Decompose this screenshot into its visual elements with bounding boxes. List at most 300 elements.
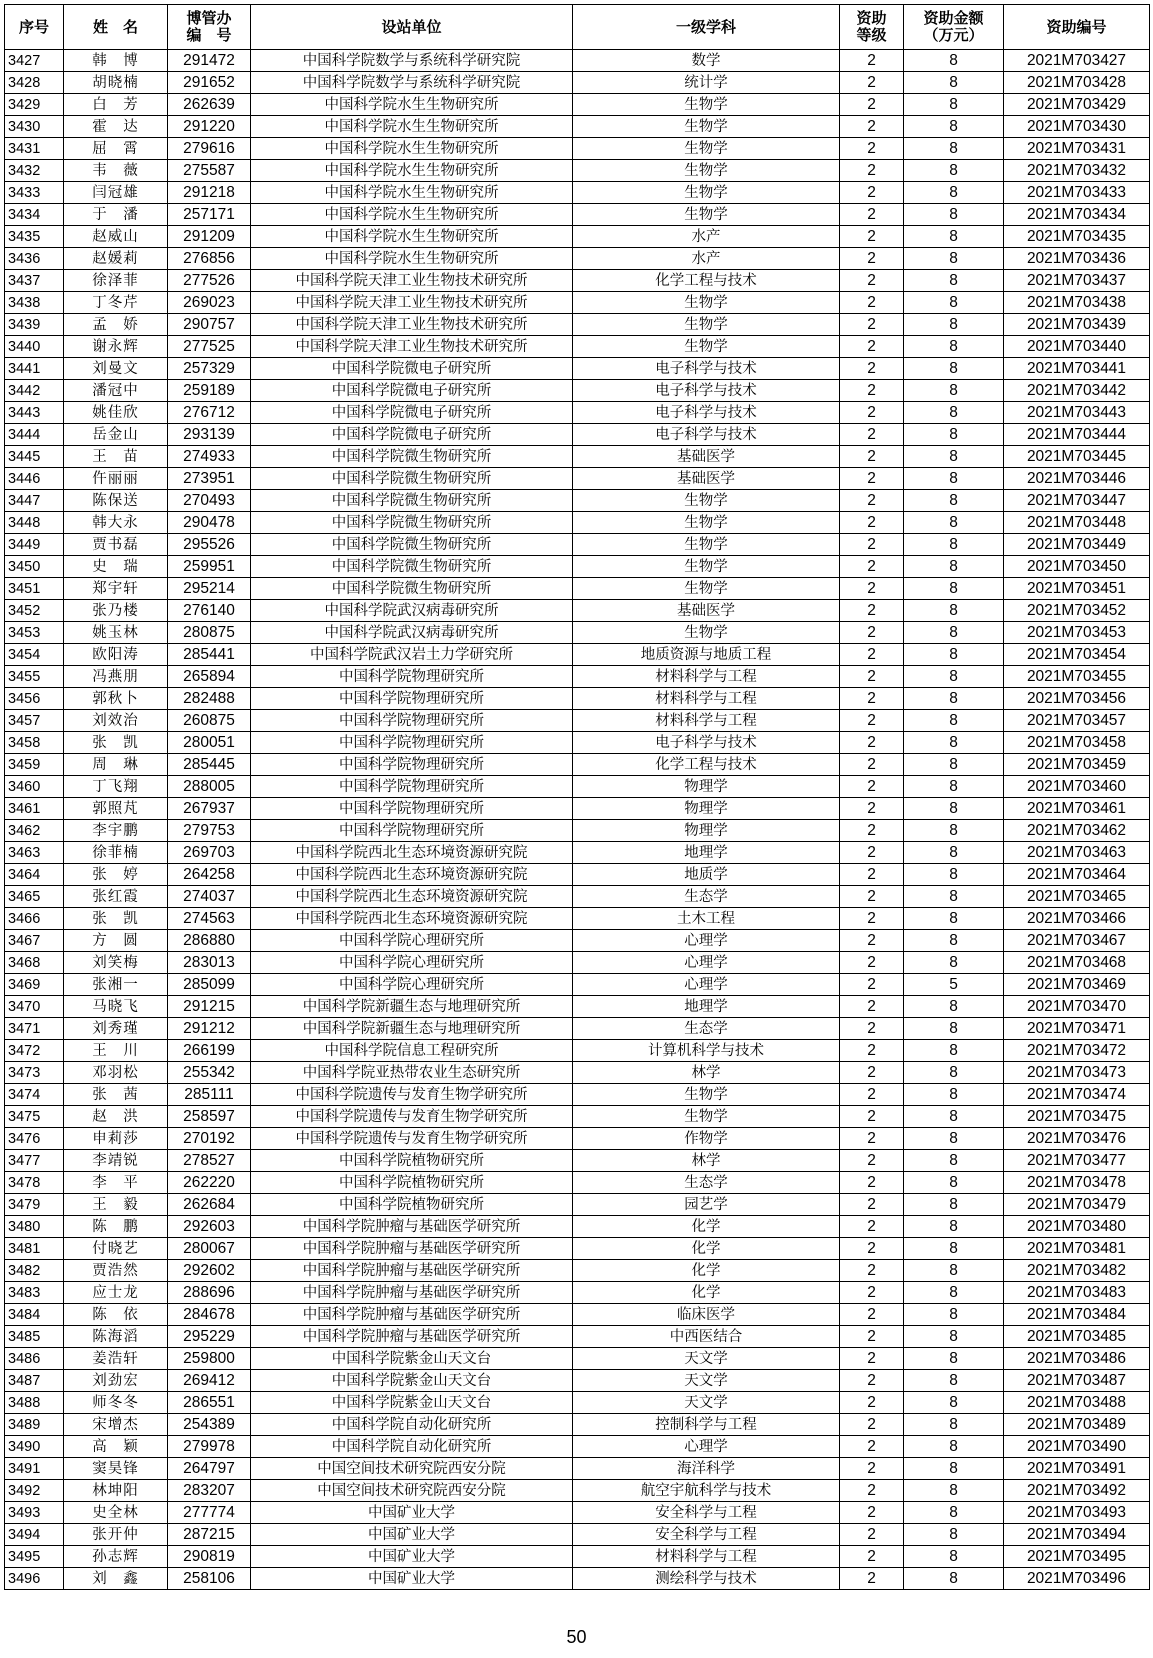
cell-office_id: 291215 <box>168 996 251 1018</box>
cell-grant_id: 2021M703449 <box>1004 534 1150 556</box>
cell-name: 王 毅 <box>64 1194 168 1216</box>
cell-grant_id: 2021M703462 <box>1004 820 1150 842</box>
cell-level: 2 <box>840 1062 904 1084</box>
cell-amount: 8 <box>904 534 1004 556</box>
cell-seq: 3467 <box>5 930 64 952</box>
cell-amount: 8 <box>904 1216 1004 1238</box>
cell-amount: 8 <box>904 622 1004 644</box>
cell-office_id: 258597 <box>168 1106 251 1128</box>
cell-amount: 5 <box>904 974 1004 996</box>
cell-subject: 心理学 <box>573 1436 840 1458</box>
cell-office_id: 259189 <box>168 380 251 402</box>
cell-grant_id: 2021M703429 <box>1004 94 1150 116</box>
cell-office_id: 255342 <box>168 1062 251 1084</box>
cell-unit: 中国科学院物理研究所 <box>251 776 573 798</box>
table-row <box>5 1502 1150 1524</box>
cell-amount: 8 <box>904 1172 1004 1194</box>
cell-amount: 8 <box>904 578 1004 600</box>
cell-office_id: 264797 <box>168 1458 251 1480</box>
cell-subject: 生物学 <box>573 116 840 138</box>
cell-office_id: 275587 <box>168 160 251 182</box>
table-row <box>5 1128 1150 1150</box>
cell-unit: 中国科学院肿瘤与基础医学研究所 <box>251 1260 573 1282</box>
cell-subject: 材料科学与工程 <box>573 688 840 710</box>
cell-grant_id: 2021M703443 <box>1004 402 1150 424</box>
cell-seq: 3492 <box>5 1480 64 1502</box>
cell-unit: 中国空间技术研究院西安分院 <box>251 1458 573 1480</box>
cell-name: 郭照芃 <box>64 798 168 820</box>
cell-grant_id: 2021M703472 <box>1004 1040 1150 1062</box>
cell-amount: 8 <box>904 1238 1004 1260</box>
cell-grant_id: 2021M703493 <box>1004 1502 1150 1524</box>
cell-seq: 3429 <box>5 94 64 116</box>
cell-unit: 中国科学院数学与系统科学研究院 <box>251 50 573 72</box>
cell-amount: 8 <box>904 556 1004 578</box>
cell-level: 2 <box>840 116 904 138</box>
cell-unit: 中国科学院自动化研究所 <box>251 1436 573 1458</box>
cell-amount: 8 <box>904 754 1004 776</box>
cell-grant_id: 2021M703464 <box>1004 864 1150 886</box>
cell-seq: 3441 <box>5 358 64 380</box>
cell-level: 2 <box>840 292 904 314</box>
cell-office_id: 287215 <box>168 1524 251 1546</box>
cell-seq: 3463 <box>5 842 64 864</box>
cell-unit: 中国科学院武汉病毒研究所 <box>251 600 573 622</box>
cell-subject: 电子科学与技术 <box>573 380 840 402</box>
cell-office_id: 285099 <box>168 974 251 996</box>
cell-seq: 3495 <box>5 1546 64 1568</box>
cell-level: 2 <box>840 1304 904 1326</box>
cell-name: 李 平 <box>64 1172 168 1194</box>
cell-amount: 8 <box>904 732 1004 754</box>
cell-unit: 中国科学院肿瘤与基础医学研究所 <box>251 1216 573 1238</box>
cell-level: 2 <box>840 160 904 182</box>
cell-amount: 8 <box>904 336 1004 358</box>
cell-subject: 心理学 <box>573 952 840 974</box>
cell-seq: 3486 <box>5 1348 64 1370</box>
cell-unit: 中国科学院数学与系统科学研究院 <box>251 72 573 94</box>
cell-level: 2 <box>840 468 904 490</box>
table-row <box>5 226 1150 248</box>
table-row <box>5 930 1150 952</box>
cell-name: 徐泽菲 <box>64 270 168 292</box>
cell-grant_id: 2021M703455 <box>1004 666 1150 688</box>
cell-subject: 化学 <box>573 1282 840 1304</box>
cell-office_id: 284678 <box>168 1304 251 1326</box>
table-row <box>5 1150 1150 1172</box>
cell-level: 2 <box>840 1546 904 1568</box>
cell-subject: 水产 <box>573 226 840 248</box>
cell-grant_id: 2021M703432 <box>1004 160 1150 182</box>
cell-amount: 8 <box>904 226 1004 248</box>
cell-name: 郭秋卜 <box>64 688 168 710</box>
table-row <box>5 182 1150 204</box>
cell-level: 2 <box>840 732 904 754</box>
cell-subject: 生物学 <box>573 336 840 358</box>
cell-amount: 8 <box>904 446 1004 468</box>
cell-office_id: 274933 <box>168 446 251 468</box>
cell-amount: 8 <box>904 468 1004 490</box>
cell-level: 2 <box>840 842 904 864</box>
table-row <box>5 820 1150 842</box>
table-row <box>5 1524 1150 1546</box>
page-number: 50 <box>566 1627 587 1647</box>
cell-grant_id: 2021M703437 <box>1004 270 1150 292</box>
cell-office_id: 270192 <box>168 1128 251 1150</box>
cell-grant_id: 2021M703468 <box>1004 952 1150 974</box>
cell-seq: 3446 <box>5 468 64 490</box>
cell-subject: 安全科学与工程 <box>573 1502 840 1524</box>
table-row <box>5 380 1150 402</box>
cell-unit: 中国科学院物理研究所 <box>251 754 573 776</box>
cell-subject: 生物学 <box>573 512 840 534</box>
cell-name: 刘秀瑾 <box>64 1018 168 1040</box>
cell-amount: 8 <box>904 1150 1004 1172</box>
cell-amount: 8 <box>904 204 1004 226</box>
cell-office_id: 257329 <box>168 358 251 380</box>
cell-level: 2 <box>840 402 904 424</box>
column-header-office_id: 博管办 编 号 <box>168 5 251 50</box>
cell-name: 史全林 <box>64 1502 168 1524</box>
table-row <box>5 1568 1150 1590</box>
cell-level: 2 <box>840 1172 904 1194</box>
cell-amount: 8 <box>904 116 1004 138</box>
cell-amount: 8 <box>904 50 1004 72</box>
table-row <box>5 886 1150 908</box>
table-row <box>5 556 1150 578</box>
cell-amount: 8 <box>904 314 1004 336</box>
cell-seq: 3473 <box>5 1062 64 1084</box>
cell-office_id: 288005 <box>168 776 251 798</box>
cell-grant_id: 2021M703469 <box>1004 974 1150 996</box>
cell-subject: 生物学 <box>573 138 840 160</box>
cell-amount: 8 <box>904 710 1004 732</box>
cell-grant_id: 2021M703450 <box>1004 556 1150 578</box>
cell-unit: 中国科学院肿瘤与基础医学研究所 <box>251 1304 573 1326</box>
cell-name: 申莉莎 <box>64 1128 168 1150</box>
cell-office_id: 277525 <box>168 336 251 358</box>
cell-name: 刘效治 <box>64 710 168 732</box>
cell-name: 仵丽丽 <box>64 468 168 490</box>
column-header-amount: 资助金额 （万元） <box>904 5 1004 50</box>
cell-grant_id: 2021M703460 <box>1004 776 1150 798</box>
cell-subject: 控制科学与工程 <box>573 1414 840 1436</box>
table-row <box>5 798 1150 820</box>
table-row <box>5 1062 1150 1084</box>
cell-grant_id: 2021M703444 <box>1004 424 1150 446</box>
cell-level: 2 <box>840 1018 904 1040</box>
cell-level: 2 <box>840 204 904 226</box>
cell-office_id: 295229 <box>168 1326 251 1348</box>
cell-subject: 生物学 <box>573 534 840 556</box>
cell-grant_id: 2021M703434 <box>1004 204 1150 226</box>
cell-name: 郑宇轩 <box>64 578 168 600</box>
cell-level: 2 <box>840 1392 904 1414</box>
cell-level: 2 <box>840 248 904 270</box>
cell-name: 张乃楼 <box>64 600 168 622</box>
cell-seq: 3456 <box>5 688 64 710</box>
cell-seq: 3458 <box>5 732 64 754</box>
cell-name: 谢永辉 <box>64 336 168 358</box>
cell-unit: 中国科学院新疆生态与地理研究所 <box>251 1018 573 1040</box>
cell-subject: 生物学 <box>573 1084 840 1106</box>
cell-level: 2 <box>840 1370 904 1392</box>
cell-name: 陈保送 <box>64 490 168 512</box>
cell-unit: 中国科学院水生生物研究所 <box>251 138 573 160</box>
cell-name: 张开仲 <box>64 1524 168 1546</box>
cell-subject: 地质学 <box>573 864 840 886</box>
cell-grant_id: 2021M703456 <box>1004 688 1150 710</box>
cell-subject: 生物学 <box>573 182 840 204</box>
cell-office_id: 291212 <box>168 1018 251 1040</box>
cell-unit: 中国科学院水生生物研究所 <box>251 160 573 182</box>
cell-name: 胡晓楠 <box>64 72 168 94</box>
cell-subject: 基础医学 <box>573 446 840 468</box>
cell-subject: 林学 <box>573 1062 840 1084</box>
cell-subject: 电子科学与技术 <box>573 732 840 754</box>
cell-level: 2 <box>840 314 904 336</box>
table-row <box>5 710 1150 732</box>
cell-name: 孙志辉 <box>64 1546 168 1568</box>
cell-office_id: 286880 <box>168 930 251 952</box>
cell-seq: 3464 <box>5 864 64 886</box>
cell-grant_id: 2021M703474 <box>1004 1084 1150 1106</box>
table-row <box>5 248 1150 270</box>
cell-seq: 3469 <box>5 974 64 996</box>
cell-name: 贾书磊 <box>64 534 168 556</box>
cell-office_id: 262684 <box>168 1194 251 1216</box>
cell-office_id: 270493 <box>168 490 251 512</box>
cell-seq: 3471 <box>5 1018 64 1040</box>
table-row <box>5 1194 1150 1216</box>
cell-grant_id: 2021M703447 <box>1004 490 1150 512</box>
cell-amount: 8 <box>904 1194 1004 1216</box>
table-row <box>5 1348 1150 1370</box>
cell-unit: 中国科学院新疆生态与地理研究所 <box>251 996 573 1018</box>
cell-unit: 中国矿业大学 <box>251 1546 573 1568</box>
cell-level: 2 <box>840 556 904 578</box>
table-row <box>5 1436 1150 1458</box>
cell-level: 2 <box>840 358 904 380</box>
cell-seq: 3488 <box>5 1392 64 1414</box>
cell-level: 2 <box>840 952 904 974</box>
table-row <box>5 1392 1150 1414</box>
cell-office_id: 276140 <box>168 600 251 622</box>
cell-seq: 3472 <box>5 1040 64 1062</box>
cell-seq: 3496 <box>5 1568 64 1590</box>
cell-unit: 中国科学院物理研究所 <box>251 798 573 820</box>
cell-subject: 生态学 <box>573 886 840 908</box>
cell-seq: 3447 <box>5 490 64 512</box>
cell-grant_id: 2021M703482 <box>1004 1260 1150 1282</box>
cell-amount: 8 <box>904 1040 1004 1062</box>
cell-level: 2 <box>840 1348 904 1370</box>
cell-grant_id: 2021M703492 <box>1004 1480 1150 1502</box>
table-row <box>5 864 1150 886</box>
cell-office_id: 269023 <box>168 292 251 314</box>
cell-name: 丁飞翔 <box>64 776 168 798</box>
cell-grant_id: 2021M703487 <box>1004 1370 1150 1392</box>
cell-seq: 3454 <box>5 644 64 666</box>
cell-unit: 中国科学院物理研究所 <box>251 688 573 710</box>
cell-amount: 8 <box>904 930 1004 952</box>
cell-amount: 8 <box>904 820 1004 842</box>
cell-level: 2 <box>840 490 904 512</box>
cell-grant_id: 2021M703473 <box>1004 1062 1150 1084</box>
cell-name: 马晓飞 <box>64 996 168 1018</box>
cell-unit: 中国空间技术研究院西安分院 <box>251 1480 573 1502</box>
cell-level: 2 <box>840 930 904 952</box>
cell-subject: 物理学 <box>573 798 840 820</box>
cell-subject: 航空宇航科学与技术 <box>573 1480 840 1502</box>
cell-amount: 8 <box>904 292 1004 314</box>
cell-name: 张 婷 <box>64 864 168 886</box>
cell-subject: 中西医结合 <box>573 1326 840 1348</box>
table-body <box>5 50 1150 1590</box>
cell-amount: 8 <box>904 138 1004 160</box>
cell-office_id: 292603 <box>168 1216 251 1238</box>
cell-unit: 中国科学院物理研究所 <box>251 732 573 754</box>
cell-level: 2 <box>840 1524 904 1546</box>
table-row <box>5 952 1150 974</box>
cell-office_id: 276712 <box>168 402 251 424</box>
cell-unit: 中国科学院物理研究所 <box>251 666 573 688</box>
cell-grant_id: 2021M703428 <box>1004 72 1150 94</box>
cell-level: 2 <box>840 644 904 666</box>
cell-subject: 安全科学与工程 <box>573 1524 840 1546</box>
cell-name: 徐菲楠 <box>64 842 168 864</box>
cell-name: 韩 博 <box>64 50 168 72</box>
cell-office_id: 283013 <box>168 952 251 974</box>
cell-grant_id: 2021M703461 <box>1004 798 1150 820</box>
cell-unit: 中国科学院微电子研究所 <box>251 358 573 380</box>
cell-grant_id: 2021M703479 <box>1004 1194 1150 1216</box>
cell-grant_id: 2021M703446 <box>1004 468 1150 490</box>
cell-seq: 3427 <box>5 50 64 72</box>
cell-seq: 3478 <box>5 1172 64 1194</box>
cell-name: 宋增杰 <box>64 1414 168 1436</box>
cell-office_id: 274563 <box>168 908 251 930</box>
cell-grant_id: 2021M703435 <box>1004 226 1150 248</box>
cell-seq: 3459 <box>5 754 64 776</box>
cell-office_id: 264258 <box>168 864 251 886</box>
cell-level: 2 <box>840 50 904 72</box>
cell-level: 2 <box>840 534 904 556</box>
cell-unit: 中国科学院遗传与发育生物学研究所 <box>251 1128 573 1150</box>
cell-name: 赵媛莉 <box>64 248 168 270</box>
table-row <box>5 138 1150 160</box>
cell-seq: 3494 <box>5 1524 64 1546</box>
table-row <box>5 644 1150 666</box>
table-row <box>5 732 1150 754</box>
cell-unit: 中国科学院心理研究所 <box>251 974 573 996</box>
cell-unit: 中国科学院物理研究所 <box>251 820 573 842</box>
cell-level: 2 <box>840 1238 904 1260</box>
cell-seq: 3439 <box>5 314 64 336</box>
cell-unit: 中国科学院水生生物研究所 <box>251 94 573 116</box>
cell-seq: 3493 <box>5 1502 64 1524</box>
cell-level: 2 <box>840 754 904 776</box>
cell-amount: 8 <box>904 1018 1004 1040</box>
cell-unit: 中国科学院亚热带农业生态研究所 <box>251 1062 573 1084</box>
cell-unit: 中国科学院紫金山天文台 <box>251 1392 573 1414</box>
cell-subject: 基础医学 <box>573 600 840 622</box>
cell-subject: 基础医学 <box>573 468 840 490</box>
column-header-level: 资助 等级 <box>840 5 904 50</box>
cell-name: 潘冠中 <box>64 380 168 402</box>
cell-unit: 中国科学院水生生物研究所 <box>251 182 573 204</box>
cell-amount: 8 <box>904 1062 1004 1084</box>
cell-name: 姚佳欣 <box>64 402 168 424</box>
table-row <box>5 336 1150 358</box>
cell-office_id: 279978 <box>168 1436 251 1458</box>
cell-amount: 8 <box>904 886 1004 908</box>
cell-seq: 3470 <box>5 996 64 1018</box>
cell-subject: 土木工程 <box>573 908 840 930</box>
cell-amount: 8 <box>904 94 1004 116</box>
cell-unit: 中国科学院微电子研究所 <box>251 402 573 424</box>
cell-seq: 3437 <box>5 270 64 292</box>
table-row <box>5 160 1150 182</box>
table-row <box>5 468 1150 490</box>
cell-office_id: 290478 <box>168 512 251 534</box>
cell-name: 王 川 <box>64 1040 168 1062</box>
cell-subject: 园艺学 <box>573 1194 840 1216</box>
cell-office_id: 280051 <box>168 732 251 754</box>
cell-amount: 8 <box>904 1546 1004 1568</box>
table-row <box>5 600 1150 622</box>
cell-subject: 电子科学与技术 <box>573 358 840 380</box>
cell-name: 张 凯 <box>64 732 168 754</box>
cell-grant_id: 2021M703445 <box>1004 446 1150 468</box>
table-row <box>5 1018 1150 1040</box>
cell-name: 张 茜 <box>64 1084 168 1106</box>
cell-office_id: 291652 <box>168 72 251 94</box>
cell-name: 林坤阳 <box>64 1480 168 1502</box>
cell-unit: 中国科学院肿瘤与基础医学研究所 <box>251 1326 573 1348</box>
cell-office_id: 269412 <box>168 1370 251 1392</box>
cell-grant_id: 2021M703431 <box>1004 138 1150 160</box>
cell-grant_id: 2021M703490 <box>1004 1436 1150 1458</box>
cell-name: 师冬冬 <box>64 1392 168 1414</box>
cell-office_id: 262639 <box>168 94 251 116</box>
cell-grant_id: 2021M703496 <box>1004 1568 1150 1590</box>
cell-grant_id: 2021M703433 <box>1004 182 1150 204</box>
cell-office_id: 276856 <box>168 248 251 270</box>
table-row <box>5 512 1150 534</box>
cell-amount: 8 <box>904 160 1004 182</box>
column-header-seq: 序号 <box>5 5 64 50</box>
table-row <box>5 908 1150 930</box>
cell-name: 于 潘 <box>64 204 168 226</box>
cell-unit: 中国科学院天津工业生物技术研究所 <box>251 292 573 314</box>
cell-unit: 中国科学院水生生物研究所 <box>251 226 573 248</box>
cell-amount: 8 <box>904 1392 1004 1414</box>
cell-unit: 中国科学院紫金山天文台 <box>251 1348 573 1370</box>
cell-name: 张 凯 <box>64 908 168 930</box>
cell-seq: 3444 <box>5 424 64 446</box>
cell-office_id: 279753 <box>168 820 251 842</box>
cell-level: 2 <box>840 424 904 446</box>
cell-name: 孟 娇 <box>64 314 168 336</box>
cell-grant_id: 2021M703480 <box>1004 1216 1150 1238</box>
cell-grant_id: 2021M703478 <box>1004 1172 1150 1194</box>
cell-level: 2 <box>840 1502 904 1524</box>
table-row <box>5 402 1150 424</box>
cell-amount: 8 <box>904 402 1004 424</box>
cell-subject: 物理学 <box>573 820 840 842</box>
cell-unit: 中国科学院肿瘤与基础医学研究所 <box>251 1238 573 1260</box>
